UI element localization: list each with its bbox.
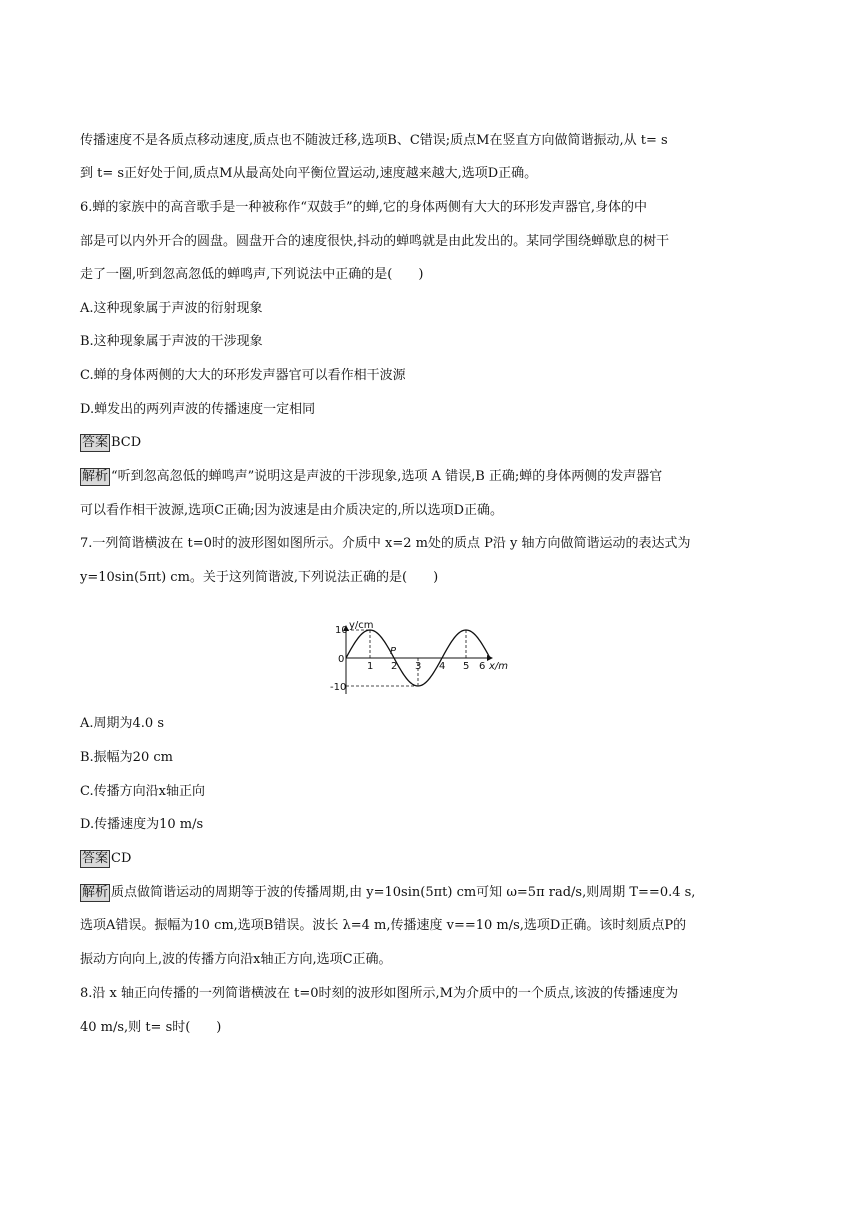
x-tick-6: 6	[479, 661, 486, 672]
wave-graph	[330, 620, 509, 702]
y-tick-bottom: -10	[330, 682, 347, 693]
text-line: 选项A错误。振幅为10 cm,选项B错误。波长 λ=4 m,传播速度 v==10 m/s,选项D正确。该时刻质点P的	[80, 918, 687, 933]
y-axis-label: y/cm	[349, 620, 374, 631]
text-line: 部是可以内外开合的圆盘。圆盘开合的速度很快,抖动的蝉鸣就是由此发出的。某同学围绕蝉歇息的树干	[80, 234, 670, 249]
answer-line	[80, 849, 780, 869]
analysis-line	[80, 467, 780, 487]
analysis-tag: 解析	[82, 885, 109, 900]
y-tick-top: 10	[335, 625, 348, 636]
wave-figure	[330, 620, 509, 702]
x-tick-4: 4	[439, 661, 446, 672]
answer-text: BCD	[111, 435, 142, 450]
option-c: C.传播方向沿x轴正向	[80, 784, 205, 799]
text-line: 40 m/s,则 t= s时( )	[80, 1020, 222, 1035]
option-b: B.振幅为20 cm	[80, 750, 173, 765]
answer-tag: 答案	[82, 851, 109, 866]
x-tick-5: 5	[463, 661, 470, 672]
answer-tag: 答案	[82, 435, 109, 450]
point-p-label: P	[390, 646, 397, 657]
text-line: 传播速度不是各质点移动速度,质点也不随波迁移,选项B、C错误;质点M在竖直方向做简谐振动,从 t= s	[80, 133, 668, 148]
option-a: A.周期为4.0 s	[80, 716, 164, 731]
text-line: y=10sin(5πt) cm。关于这列简谐波,下列说法正确的是( )	[80, 570, 439, 585]
question-6-stem: 6.蝉的家族中的高音歌手是一种被称作“双鼓手”的蝉,它的身体两侧有大大的环形发声器官,身体的中	[80, 200, 647, 215]
option-b: B.这种现象属于声波的干涉现象	[80, 334, 263, 349]
question-7-stem: 7.一列简谐横波在 t=0时的波形图如图所示。介质中 x=2 m处的质点 P沿 y 轴方向做简谐运动的表达式为	[80, 536, 691, 551]
option-a: A.这种现象属于声波的衍射现象	[80, 301, 263, 316]
x-axis-label: x/m	[489, 661, 509, 672]
analysis-text: “听到忽高忽低的蝉鸣声”说明这是声波的干涉现象,选项 A 错误,B 正确;蝉的身体两侧的发声器官	[111, 469, 663, 484]
option-c: C.蝉的身体两侧的大大的环形发声器官可以看作相干波源	[80, 368, 406, 383]
analysis-tag: 解析	[82, 469, 109, 484]
x-tick-1: 1	[367, 661, 374, 672]
text-line: 到 t= s正好处于间,质点M从最高处向平衡位置运动,速度越来越大,选项D正确。	[80, 166, 538, 181]
x-tick-2: 2	[391, 661, 398, 672]
option-d: D.蝉发出的两列声波的传播速度一定相同	[80, 402, 316, 417]
question-8-stem: 8.沿 x 轴正向传播的一列简谐横波在 t=0时刻的波形如图所示,M为介质中的一个质点,该波的传播速度为	[80, 986, 679, 1001]
origin-label: 0	[338, 654, 345, 665]
answer-text: CD	[111, 851, 132, 866]
text-line: 振动方向向上,波的传播方向沿x轴正方向,选项C正确。	[80, 952, 392, 967]
option-d: D.传播速度为10 m/s	[80, 817, 204, 832]
analysis-line	[80, 883, 780, 903]
answer-line	[80, 433, 780, 453]
text-line: 走了一圈,听到忽高忽低的蝉鸣声,下列说法中正确的是( )	[80, 267, 424, 282]
text-line: 可以看作相干波源,选项C正确;因为波速是由介质决定的,所以选项D正确。	[80, 503, 504, 518]
analysis-text: 质点做简谐运动的周期等于波的传播周期,由 y=10sin(5πt) cm可知 ω=5π rad/s,则周期 T==0.4 s,	[111, 885, 696, 900]
x-tick-3: 3	[415, 661, 422, 672]
